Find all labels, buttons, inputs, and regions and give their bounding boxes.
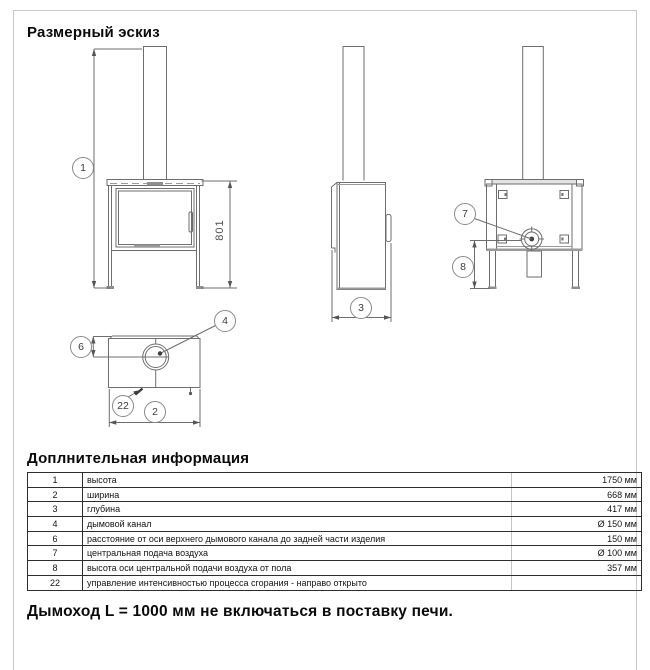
row-value-cell: Ø 100 мм	[512, 546, 642, 561]
front-view-drawing	[92, 47, 237, 290]
row-value-cell	[512, 575, 642, 590]
row-value-cell: 668 мм	[512, 487, 642, 502]
info-section-title: Доплнительная информация	[27, 450, 250, 467]
callout-22-control: 22	[112, 395, 134, 417]
row-desc-cell: центральная подача воздуха	[83, 546, 512, 561]
callout-4-flue: 4	[214, 310, 236, 332]
row-number-cell: 22	[28, 575, 83, 590]
row-value-cell: 417 мм	[512, 502, 642, 517]
callout-1-height: 1	[72, 157, 94, 179]
row-desc-cell: высота	[83, 473, 512, 488]
info-table-body	[28, 473, 642, 591]
row-desc-cell: ширина	[83, 487, 512, 502]
row-desc-cell: дымовой канал	[83, 517, 512, 532]
table-row	[28, 502, 642, 517]
table-row	[28, 575, 642, 590]
table-row	[28, 517, 642, 532]
row-value-cell: 357 мм	[512, 561, 642, 576]
row-desc-cell: расстояние от оси верхнего дымового канала до задней части изделия	[83, 531, 512, 546]
footer-note: Дымоход L = 1000 мм не включаться в поставку печи.	[27, 603, 454, 620]
callout-6-flue-offset: 6	[70, 336, 92, 358]
sketch-section-title: Размерный эскиз	[27, 24, 160, 41]
row-value-cell: 1750 мм	[512, 473, 642, 488]
row-desc-cell: глубина	[83, 502, 512, 517]
table-row	[28, 546, 642, 561]
row-value-cell: 150 мм	[512, 531, 642, 546]
callout-7-air-supply: 7	[454, 203, 476, 225]
row-number-cell: 1	[28, 473, 83, 488]
row-number-cell: 8	[28, 561, 83, 576]
table-row	[28, 473, 642, 488]
back-view-drawing	[470, 47, 584, 290]
row-number-cell: 2	[28, 487, 83, 502]
table-row	[28, 561, 642, 576]
row-number-cell: 6	[28, 531, 83, 546]
table-row	[28, 487, 642, 502]
callout-3-depth: 3	[350, 297, 372, 319]
row-number-cell: 7	[28, 546, 83, 561]
dimension-801-label: 801	[214, 219, 226, 241]
side-view-drawing	[332, 47, 392, 323]
row-desc-cell: высота оси центральной подачи воздуха от пола	[83, 561, 512, 576]
callout-2-width: 2	[144, 401, 166, 423]
row-desc-cell: управление интенсивностью процесса сгорания - направо открыто	[83, 575, 512, 590]
row-number-cell: 3	[28, 502, 83, 517]
row-number-cell: 4	[28, 517, 83, 532]
row-value-cell: Ø 150 мм	[512, 517, 642, 532]
callout-8-air-height: 8	[452, 256, 474, 278]
table-row	[28, 531, 642, 546]
info-table	[27, 472, 642, 591]
